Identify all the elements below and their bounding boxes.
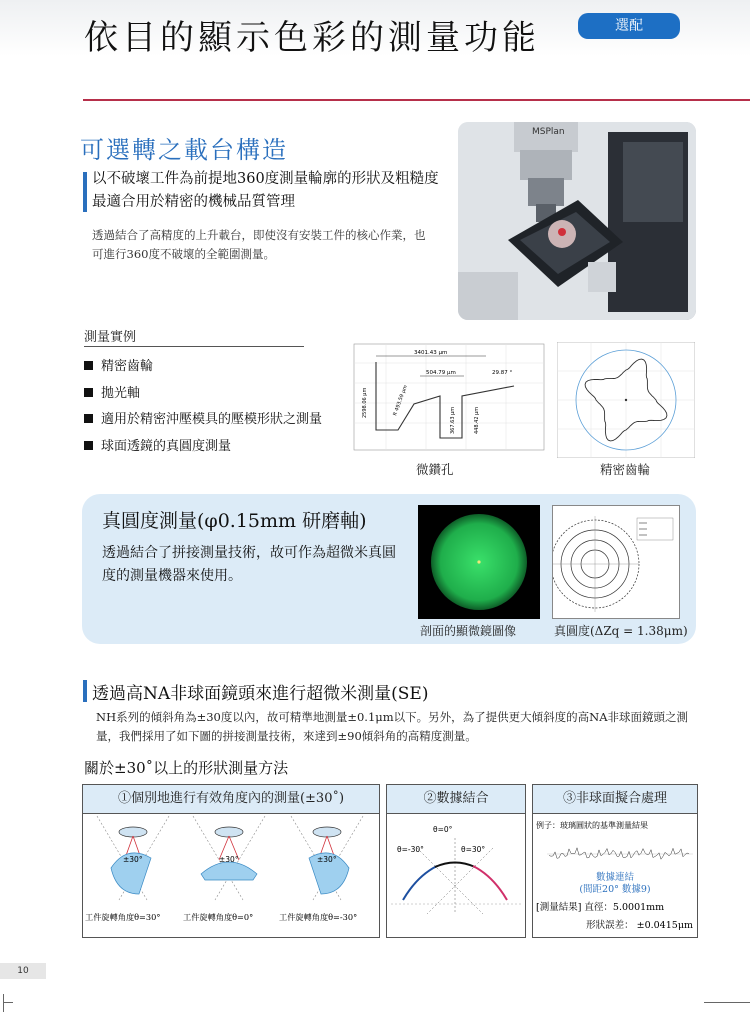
step1-box	[82, 784, 380, 938]
dim-top-label: 3401.43 μm	[414, 350, 448, 356]
data-link-label-1: 數據連結	[595, 872, 635, 883]
example-text: 例子：玻璃圓狀的基準測量結果	[536, 821, 648, 830]
angle-label-1: ±30°	[123, 855, 143, 864]
dim-left-label: 2598.06 μm	[362, 387, 368, 418]
rotation-caption-1: 工件旋轉角度θ=30°	[85, 912, 161, 922]
theta-left-label: θ=-30°	[397, 845, 424, 854]
result-line-1: [測量結果] 直徑：5.0001mm	[536, 902, 665, 913]
section3-title: 透過高NA非球面鏡頭來進行超微米測量(SE)	[92, 684, 429, 704]
crop-mark	[704, 1002, 750, 1003]
microscope-cross-section-image	[418, 505, 540, 619]
list-item: 球面透鏡的真圓度測量	[84, 434, 384, 461]
precision-gear-caption: 精密齒輪	[600, 462, 651, 477]
angle-label-3: ±30°	[317, 855, 337, 864]
rotation-caption-3: 工件旋轉角度θ=-30°	[279, 912, 358, 922]
page-title: 依目的顯示色彩的測量功能	[84, 18, 540, 58]
list-item: 精密齒輪	[84, 354, 384, 381]
subtitle-line2: 最適合用於精密的機械品質管理	[92, 194, 295, 210]
roundness-description: 透過結合了拼接測量技術，故可作為超微米真圓度的測量機器來使用。	[102, 545, 396, 584]
micro-drill-caption: 微鑽孔	[416, 462, 454, 477]
theta-top-label: θ=0°	[433, 825, 453, 834]
lens-diagram-3	[291, 816, 363, 900]
cross-section-caption: 剖面的顯微鏡圖像	[420, 624, 517, 638]
bullet-icon	[84, 388, 93, 397]
section1-title: 可選轉之載台構造	[80, 136, 288, 164]
lens-diagram-1	[97, 816, 169, 900]
bullet-icon	[84, 414, 93, 423]
data-link-label-2: (間距20° 數據9)	[579, 884, 651, 895]
step2-box	[386, 784, 526, 938]
section1-accent-bar	[83, 172, 87, 212]
rotation-caption-2: 工件旋轉角度θ=0°	[183, 912, 254, 922]
angle-label: 29.87 °	[492, 370, 513, 376]
bullet-icon	[84, 441, 93, 450]
method-title: 關於±30˚以上的形狀測量方法	[84, 759, 289, 777]
dim-v1-label: 367.63 μm	[450, 406, 456, 434]
roundness-title: 真圓度測量(φ0.15mm 研磨軸)	[102, 510, 367, 532]
precision-gear-chart	[557, 342, 695, 458]
lens-text: MSPlan	[532, 127, 565, 137]
option-badge: 選配	[578, 13, 680, 39]
subtitle-line1: 以不破壞工件為前提地360度測量輪廓的形狀及粗糙度	[92, 171, 439, 187]
list-item: 適用於精密沖壓模具的壓模形狀之測量	[84, 407, 384, 434]
header-divider	[83, 99, 750, 101]
angle-label-2: ±30°	[219, 855, 239, 864]
result-line-2: 形狀誤差： ±0.0415μm	[586, 920, 693, 931]
step1-header: ①個別地進行有效角度內的測量(±30˚)	[83, 785, 379, 814]
dim-v2-label: 448.42 μm	[474, 406, 480, 434]
section1-subtitle	[92, 168, 472, 214]
lens-diagram-2	[193, 816, 265, 900]
step2-header: ②數據結合	[387, 785, 525, 814]
bullet-icon	[84, 361, 93, 370]
step3-box	[532, 784, 698, 938]
rotary-stage-photo	[458, 122, 696, 320]
roundness-caption: 真圓度(ΔZq = 1.38μm)	[554, 624, 688, 638]
section3-accent-bar	[83, 680, 87, 702]
roundness-polar-chart	[552, 505, 680, 619]
theta-right-label: θ=30°	[461, 845, 486, 854]
section3-description: NH系列的傾斜角為±30度以內，故可精準地測量±0.1μm以下。另外，為了提供更大傾斜度的高NA非球面鏡頭之測量，我們採用了如下圖的拼接測量技術，來達到±90傾斜角的高精度測量。	[96, 710, 689, 743]
microscope-illustration	[458, 122, 696, 320]
dim-diag-label: R 493.59 μm	[392, 384, 409, 417]
examples-label: 測量實例	[84, 330, 137, 345]
list-item: 拋光軸	[84, 381, 384, 408]
page-number: 10	[0, 963, 46, 979]
crop-mark	[3, 1002, 13, 1003]
dim-mid-label: 504.79 μm	[426, 370, 456, 376]
examples-rule	[84, 346, 304, 347]
micro-drill-chart	[336, 338, 546, 458]
crop-mark	[3, 994, 4, 1012]
section1-description: 透過結合了高精度的上升載台，即使沒有安裝工件的核心作業，也可進行360度不破壞的全範圍測量。	[92, 228, 426, 261]
step3-header: ③非球面擬合處理	[533, 785, 697, 814]
